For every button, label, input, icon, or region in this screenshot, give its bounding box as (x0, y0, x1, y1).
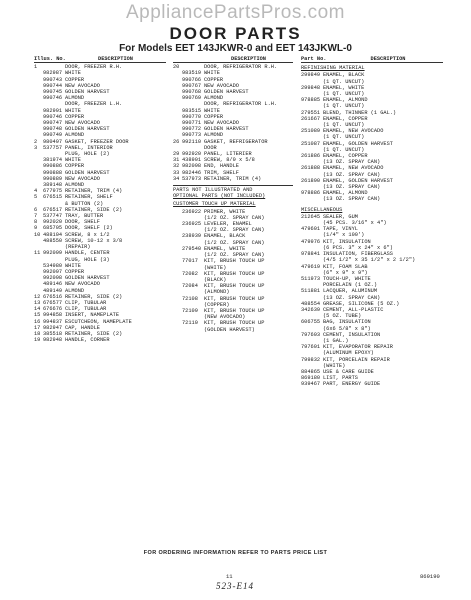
illus-number: 15 (34, 312, 41, 319)
part-number: 978841 (301, 251, 321, 258)
part-number: 990766 (182, 76, 202, 83)
part-description: PLUG, HOLE (3) (65, 256, 110, 263)
part-number: 342639 (301, 306, 321, 313)
part-description: NEW AVOCADO (65, 281, 100, 288)
part-number: 479601 (301, 226, 321, 233)
part-description: ALMOND (204, 132, 224, 139)
part-number: 990773 (182, 132, 202, 139)
illus-number: 19 (34, 337, 41, 344)
part-description: KIT, PORCELAIN REPAIR (323, 356, 390, 363)
part-description: (13 OZ. SPRAY CAN) (323, 159, 381, 166)
part-description: GOLDEN HARVEST (65, 275, 110, 282)
part-number: 299849 (301, 72, 321, 79)
part-description: (1 QT. UNCUT) (323, 78, 365, 85)
part-description: (1/2 OZ. SPRAY CAN) (204, 239, 265, 246)
part-description: (WHITE) (204, 264, 227, 271)
part-number: 990743 (43, 76, 63, 83)
part-description: ENAMEL, GOLDEN HARVEST (323, 140, 393, 147)
part-description: SCREW, 8 x 1/2 (65, 231, 110, 238)
description-header: DESCRIPTION (370, 56, 406, 62)
part-number: 236922 (182, 208, 202, 215)
parts-list-1 (34, 64, 166, 343)
not-illustrated-notice (173, 185, 293, 199)
part-description: (13 OZ. SPRAY CAN) (323, 184, 381, 191)
part-description: HANDLE, CORNER (65, 337, 110, 344)
part-description: LEVELER, ENAMEL (204, 221, 252, 228)
part-description: CEMENT, ALL-PLASTIC (323, 306, 384, 313)
part-number (182, 327, 204, 333)
part-row (173, 327, 293, 333)
refinishing-section-title: REFINISHING MATERIAL (301, 65, 365, 72)
part-number: 992020 (43, 219, 63, 226)
illus-number: 11 (34, 250, 41, 257)
part-number: 685705 (43, 225, 63, 232)
part-description: GASKET, REFRIGERATOR (204, 138, 268, 145)
part-description: COPPER (65, 163, 85, 170)
parts-column-1 (34, 56, 166, 343)
illus-number: 34 (173, 175, 180, 182)
part-description: PORCELAIN (1 OZ.) (323, 282, 378, 289)
part-number: 279551 (301, 109, 321, 116)
part-number: 990886 (43, 163, 63, 170)
part-description: CEMENT, INSULATION (323, 331, 381, 338)
part-description: CLIP, TUBULAR (65, 299, 107, 306)
part-number: 72082 (182, 270, 198, 277)
part-description: GOLDEN HARVEST (65, 126, 110, 133)
part-description: ENAMEL, WHITE (323, 84, 365, 91)
part-description: DOOR, FREEZER R.H. (65, 64, 123, 71)
part-description: WHITE (65, 70, 81, 77)
part-number: 978886 (301, 190, 321, 197)
part-number: 511973 (301, 275, 321, 282)
part-description: TAPE, VINYL (323, 226, 358, 233)
part-row (301, 381, 443, 387)
part-number: 990745 (43, 89, 63, 96)
part-description: BAG, INSULATION (323, 319, 371, 326)
part-description: ENAMEL, ALMOND (323, 97, 368, 104)
part-number: 990769 (182, 95, 202, 102)
part-number: 676676 (43, 306, 63, 313)
part-description: ALMOND (65, 132, 85, 139)
part-description: LACQUER, ALUMINUM (323, 288, 378, 295)
description-header: DESCRIPTION (98, 56, 133, 62)
part-description: WHITE (204, 107, 220, 114)
part-number: 990770 (182, 113, 202, 120)
part-number: 389148 (43, 182, 63, 189)
part-description: (1 QT. UNCUT) (323, 122, 365, 129)
part-description: USE & CARE GUIDE (323, 368, 374, 375)
part-description: PRIMER, WHITE (204, 208, 246, 215)
touch-up-section-title: CUSTOMER TOUCH UP MATERIAL (173, 201, 256, 208)
part-description: GOLDEN HARVEST (204, 126, 249, 133)
part-number: 990746 (43, 113, 63, 120)
part-description: GOLDEN HARVEST (65, 169, 110, 176)
illus-number: 7 (34, 213, 38, 220)
part-number: 982991 (43, 107, 63, 114)
part-description: (45 PCS. 3/16" x 4") (323, 220, 387, 227)
illus-number: 5 (34, 194, 38, 201)
part-number: 238939 (182, 233, 202, 240)
part-description: (NEW AVOCADO) (204, 314, 246, 321)
document-number: 869190 (420, 573, 440, 580)
part-number: 438901 (182, 157, 202, 164)
part-description: COPPER (65, 76, 85, 83)
part-number: 797603 (301, 331, 321, 338)
part-number: 511881 (301, 288, 321, 295)
part-number: 488104 (43, 231, 63, 238)
part-number: 990772 (182, 126, 202, 133)
part-description: SCREW, 10-12 x 3/8 (65, 237, 123, 244)
part-description: PLUG, HOLE (2) (65, 151, 110, 158)
miscellaneous-section-title: MISCELLANEOUS (301, 206, 343, 213)
part-number: 990768 (182, 89, 202, 96)
page-title: DOOR PARTS (169, 24, 302, 43)
part-number: 799832 (301, 356, 321, 363)
part-description: KIT, BRUSH TOUCH UP (204, 295, 265, 302)
part-description: (REPAIR) (65, 244, 91, 251)
part-number: 251089 (301, 128, 321, 135)
part-description: INSERT, NAMEPLATE (65, 312, 120, 319)
illus-header: Illus. No. (34, 56, 66, 62)
part-description: NEW AVOCADO (204, 120, 239, 127)
part-description: ESCUTCHEON, NAMEPLATE (65, 318, 132, 325)
part-description: CAP, HANDLE (65, 324, 100, 331)
column-header (34, 56, 166, 63)
illus-number: 4 (34, 188, 38, 195)
part-number: 72108 (182, 295, 198, 302)
part-number: 236925 (182, 221, 202, 228)
part-description: KIT, BRUSH TOUCH UP (204, 283, 265, 290)
illus-number: 31 (173, 157, 180, 164)
part-number: 983519 (182, 70, 202, 77)
notice-line: PARTS NOT ILLUSTRATED AND (173, 187, 253, 194)
part-number: 72110 (182, 320, 198, 327)
part-number: 261888 (301, 165, 321, 172)
part-number: 990746 (43, 95, 63, 102)
part-description: KIT, BRUSH TOUCH UP (204, 320, 265, 327)
illus-number: 3 (34, 144, 38, 151)
part-number: 676517 (43, 206, 63, 213)
part-description: (13 OZ. SPRAY CAN) (323, 196, 381, 203)
illus-number: 33 (173, 169, 180, 176)
notice-line: OPTIONAL PARTS (NOT INCLUDED) (173, 193, 266, 200)
site-watermark: AppliancePartsPros.com (125, 2, 346, 23)
part-description: TRIM, SHELF (204, 169, 239, 176)
part-description: (ALUMINUM EPOXY) (323, 350, 374, 357)
illus-number: 32 (173, 163, 180, 170)
part-number: 676577 (43, 299, 63, 306)
part-description: KIT, BRUSH TOUCH UP (204, 258, 265, 265)
illus-number: 9 (34, 225, 38, 232)
part-number: 990767 (182, 82, 202, 89)
parts-column-2 (173, 56, 293, 333)
part-number: 677975 (43, 188, 63, 195)
part-number: 990889 (43, 175, 63, 182)
part-number: 992110 (182, 138, 202, 145)
part-description: DOOR, REFRIGERATOR R.H. (204, 64, 278, 71)
part-description: COPPER (204, 113, 224, 120)
part-description: WHITE (65, 157, 81, 164)
part-description: GREASE, SILICONE (5 OZ.) (323, 300, 400, 307)
illus-number: 1 (34, 64, 38, 71)
part-number: 982987 (43, 70, 63, 77)
part-description: & BUTTON (2) (65, 200, 104, 207)
part-number: 884865 (301, 368, 321, 375)
part-description: ALMOND (65, 287, 85, 294)
part-number: 869180 (301, 375, 321, 382)
part-description: DOOR, SHELF (2) (65, 225, 113, 232)
part-number: 212645 (301, 213, 321, 220)
part-description: ENAMEL, NEW AVOCADO (323, 165, 384, 172)
page-number: 11 (226, 573, 233, 580)
part-description: (1/4" x 100') (323, 232, 365, 239)
models-subtitle: For Models EET 143JKWR-0 and EET 143JKWL-0 (119, 43, 352, 54)
part-description: (WHITE) (323, 362, 346, 369)
illus-number: 17 (34, 324, 41, 331)
part-description: ENAMEL, COPPER (323, 115, 368, 122)
part-description: BLEND, THINNER (1 GAL.) (323, 109, 397, 116)
part-description: ENAMEL, WHITE (204, 245, 246, 252)
part-description: (6 PCS. 3" x 24" x 6") (323, 244, 393, 251)
illus-number: 10 (34, 231, 41, 238)
description-header: DESCRIPTION (231, 56, 266, 62)
part-number: 606755 (301, 319, 321, 326)
part-number: 77017 (182, 258, 198, 265)
parts-list-2 (173, 64, 293, 182)
part-description: COPPER (204, 76, 224, 83)
part-description: ENAMEL, COPPER (323, 153, 368, 160)
part-description: SEALER, GUM (323, 213, 358, 220)
part-number: 261886 (301, 153, 321, 160)
illus-number: 26 (173, 138, 180, 145)
part-description: KIT, BRUSH TOUCH UP (204, 307, 265, 314)
part-description: COPPER (65, 268, 85, 275)
part-description: TRAY, BUTTER (65, 213, 104, 220)
part-number: 489146 (43, 281, 63, 288)
part-header: Part No. (301, 56, 327, 62)
handwritten-note: 523-E14 (216, 581, 254, 591)
part-number: 488550 (43, 237, 63, 244)
part-description: (1 QT. UNCUT) (323, 91, 365, 98)
illus-number: 16 (34, 318, 41, 325)
part-number: 261890 (301, 177, 321, 184)
part-number: 994837 (43, 318, 63, 325)
part-number: 939467 (301, 381, 321, 388)
part-description: RETAINER, SIDE (2) (65, 293, 123, 300)
part-description: (GOLDEN HARVEST) (204, 326, 255, 333)
part-number: 676516 (43, 293, 63, 300)
part-description: GOLDEN HARVEST (65, 89, 110, 96)
parts-column-3 (301, 56, 443, 388)
part-number: 488554 (301, 300, 321, 307)
part-number: 489149 (43, 287, 63, 294)
part-description: COPPER (65, 113, 85, 120)
part-number: 251087 (301, 140, 321, 147)
part-description: RETAINER, SIDE (2) (65, 330, 123, 337)
part-description: ENAMEL, GOLDEN HARVEST (323, 177, 393, 184)
part-description: KIT, BRUSH TOUCH UP (204, 270, 265, 277)
part-number: 299848 (301, 84, 321, 91)
part-description: (1 QT. UNCUT) (323, 146, 365, 153)
part-description: (1/2 OZ. SPRAY CAN) (204, 214, 265, 221)
refinishing-list (301, 72, 443, 202)
part-description: ALMOND (65, 95, 85, 102)
part-description: WHITE (204, 70, 220, 77)
part-description: ALMOND (65, 182, 85, 189)
part-description: KIT, FOAM SLAB (323, 263, 368, 270)
part-number: 990748 (43, 126, 63, 133)
part-description: DOOR, REFRIGERATOR L.H. (204, 101, 278, 108)
part-description: (4/5 1/2" x 35 1/2" x 2 1/2") (323, 257, 416, 264)
part-description: TOUCH-UP, WHITE (323, 275, 371, 282)
part-description: NEW AVOCADO (204, 82, 239, 89)
illus-number: 20 (173, 64, 180, 71)
column-header (301, 56, 443, 63)
part-description: NEW AVOCADO (65, 120, 100, 127)
part-description: DOOR, FREEZER L.H. (65, 101, 123, 108)
part-number: 537973 (182, 175, 202, 182)
part-description: DOOR (204, 144, 217, 151)
part-number: 676515 (43, 194, 63, 201)
part-description: (BLACK) (204, 276, 227, 283)
part-description: ENAMEL, NEW AVOCADO (323, 128, 384, 135)
part-row (173, 176, 293, 182)
part-number: 980497 (43, 138, 63, 145)
illus-number: 8 (34, 219, 38, 226)
part-number: 983515 (182, 107, 202, 114)
ordering-footer: FOR ORDERING INFORMATION REFER TO PARTS PRICE LIST (143, 550, 328, 556)
illus-number: 13 (34, 299, 41, 306)
part-number: 990747 (43, 120, 63, 127)
part-number: 992098 (43, 275, 63, 282)
part-description: (13 OZ. SPRAY CAN) (323, 171, 381, 178)
part-number: 982446 (182, 169, 202, 176)
part-number: 990888 (43, 169, 63, 176)
part-description: GOLDEN HARVEST (204, 89, 249, 96)
part-number: 534980 (43, 262, 63, 269)
part-description: INSULATION, FIBERGLASS (323, 251, 393, 258)
part-number: 279540 (182, 245, 202, 252)
part-description: DOOR, SHELF (65, 219, 100, 226)
part-number: 982098 (182, 163, 202, 170)
part-description: ENAMEL, BLACK (323, 72, 365, 79)
part-description: ENAMEL, BLACK (204, 233, 246, 240)
touch-up-list (173, 209, 293, 333)
part-number: 537747 (43, 213, 63, 220)
part-description: (1/2 OZ. SPRAY CAN) (204, 227, 265, 234)
part-description: SCREW, 8/0 x 5/8 (204, 157, 255, 164)
part-description: (COPPER) (204, 301, 230, 308)
part-description: ENAMEL, ALMOND (323, 190, 368, 197)
illus-number: 18 (34, 330, 41, 337)
part-description: PANEL, LITERIER (204, 151, 252, 158)
part-number: 479619 (301, 263, 321, 270)
part-description: (13 OZ. SPRAY CAN) (323, 294, 381, 301)
part-description: RETAINER, SHELF (65, 194, 113, 201)
part-number: 479976 (301, 238, 321, 245)
part-number: 982947 (43, 324, 63, 331)
illus-number: 29 (173, 151, 180, 158)
part-description: PART, ENERGY GUIDE (323, 381, 381, 388)
part-number: 72084 (182, 283, 198, 290)
illus-number (173, 327, 182, 333)
part-number: 990744 (43, 82, 63, 89)
part-number: 261667 (301, 115, 321, 122)
part-description: WHITE (65, 107, 81, 114)
part-description: (1/2 OZ. SPRAY CAN) (204, 252, 265, 259)
part-number (301, 196, 323, 202)
part-description: (1 QT. UNCUT) (323, 134, 365, 141)
part-description: RETAINER, TRIM (4) (65, 188, 123, 195)
part-description: LIST, PARTS (323, 375, 358, 382)
part-description: CLIP, TUBULAR (65, 306, 107, 313)
illus-number: 2 (34, 138, 38, 145)
part-description: GASKET, FREEZER DOOR (65, 138, 129, 145)
part-description: RETAINER, TRIM (4) (204, 175, 262, 182)
miscellaneous-list (301, 214, 443, 388)
illus-number: 12 (34, 293, 41, 300)
column-header (173, 56, 293, 63)
part-number: 992097 (43, 268, 63, 275)
part-number: 797601 (301, 344, 321, 351)
part-row (34, 337, 166, 343)
part-description: (1 GAL.) (323, 337, 349, 344)
part-description: HANDLE, CENTER (65, 250, 110, 257)
part-description: ALMOND (204, 95, 224, 102)
part-number: 994858 (43, 312, 63, 319)
part-description: NEW AVOCADO (65, 175, 100, 182)
illus-number: 14 (34, 306, 41, 313)
part-description: (ALMOND) (204, 289, 230, 296)
part-number: 381974 (43, 157, 63, 164)
part-description: (5 OZ. TUBE) (323, 313, 362, 320)
part-number: 992099 (43, 250, 63, 257)
part-description: RETAINER, SIDE (2) (65, 206, 123, 213)
part-description: PANEL, INTERIOR (65, 144, 113, 151)
part-description: KIT, EVAPORATOR REPAIR (323, 344, 393, 351)
part-description: WHITE (65, 262, 81, 269)
part-description: KIT, INSULATION (323, 238, 371, 245)
part-row (301, 196, 443, 202)
part-number: 992920 (182, 151, 202, 158)
part-number: 72109 (182, 307, 198, 314)
part-number: 978885 (301, 97, 321, 104)
part-number: 385518 (43, 330, 63, 337)
part-number: 990771 (182, 120, 202, 127)
part-description: (6" x 9" x 9") (323, 269, 368, 276)
part-description: (6x6 5/8" x 8") (323, 325, 371, 332)
part-number: 990749 (43, 132, 63, 139)
part-description: NEW AVOCADO (65, 82, 100, 89)
illus-number: 6 (34, 206, 38, 213)
part-number: 982948 (43, 337, 63, 344)
part-number: 537757 (43, 144, 63, 151)
part-description: END, HANDLE (204, 163, 239, 170)
part-description: (1 QT. UNCUT) (323, 103, 365, 110)
